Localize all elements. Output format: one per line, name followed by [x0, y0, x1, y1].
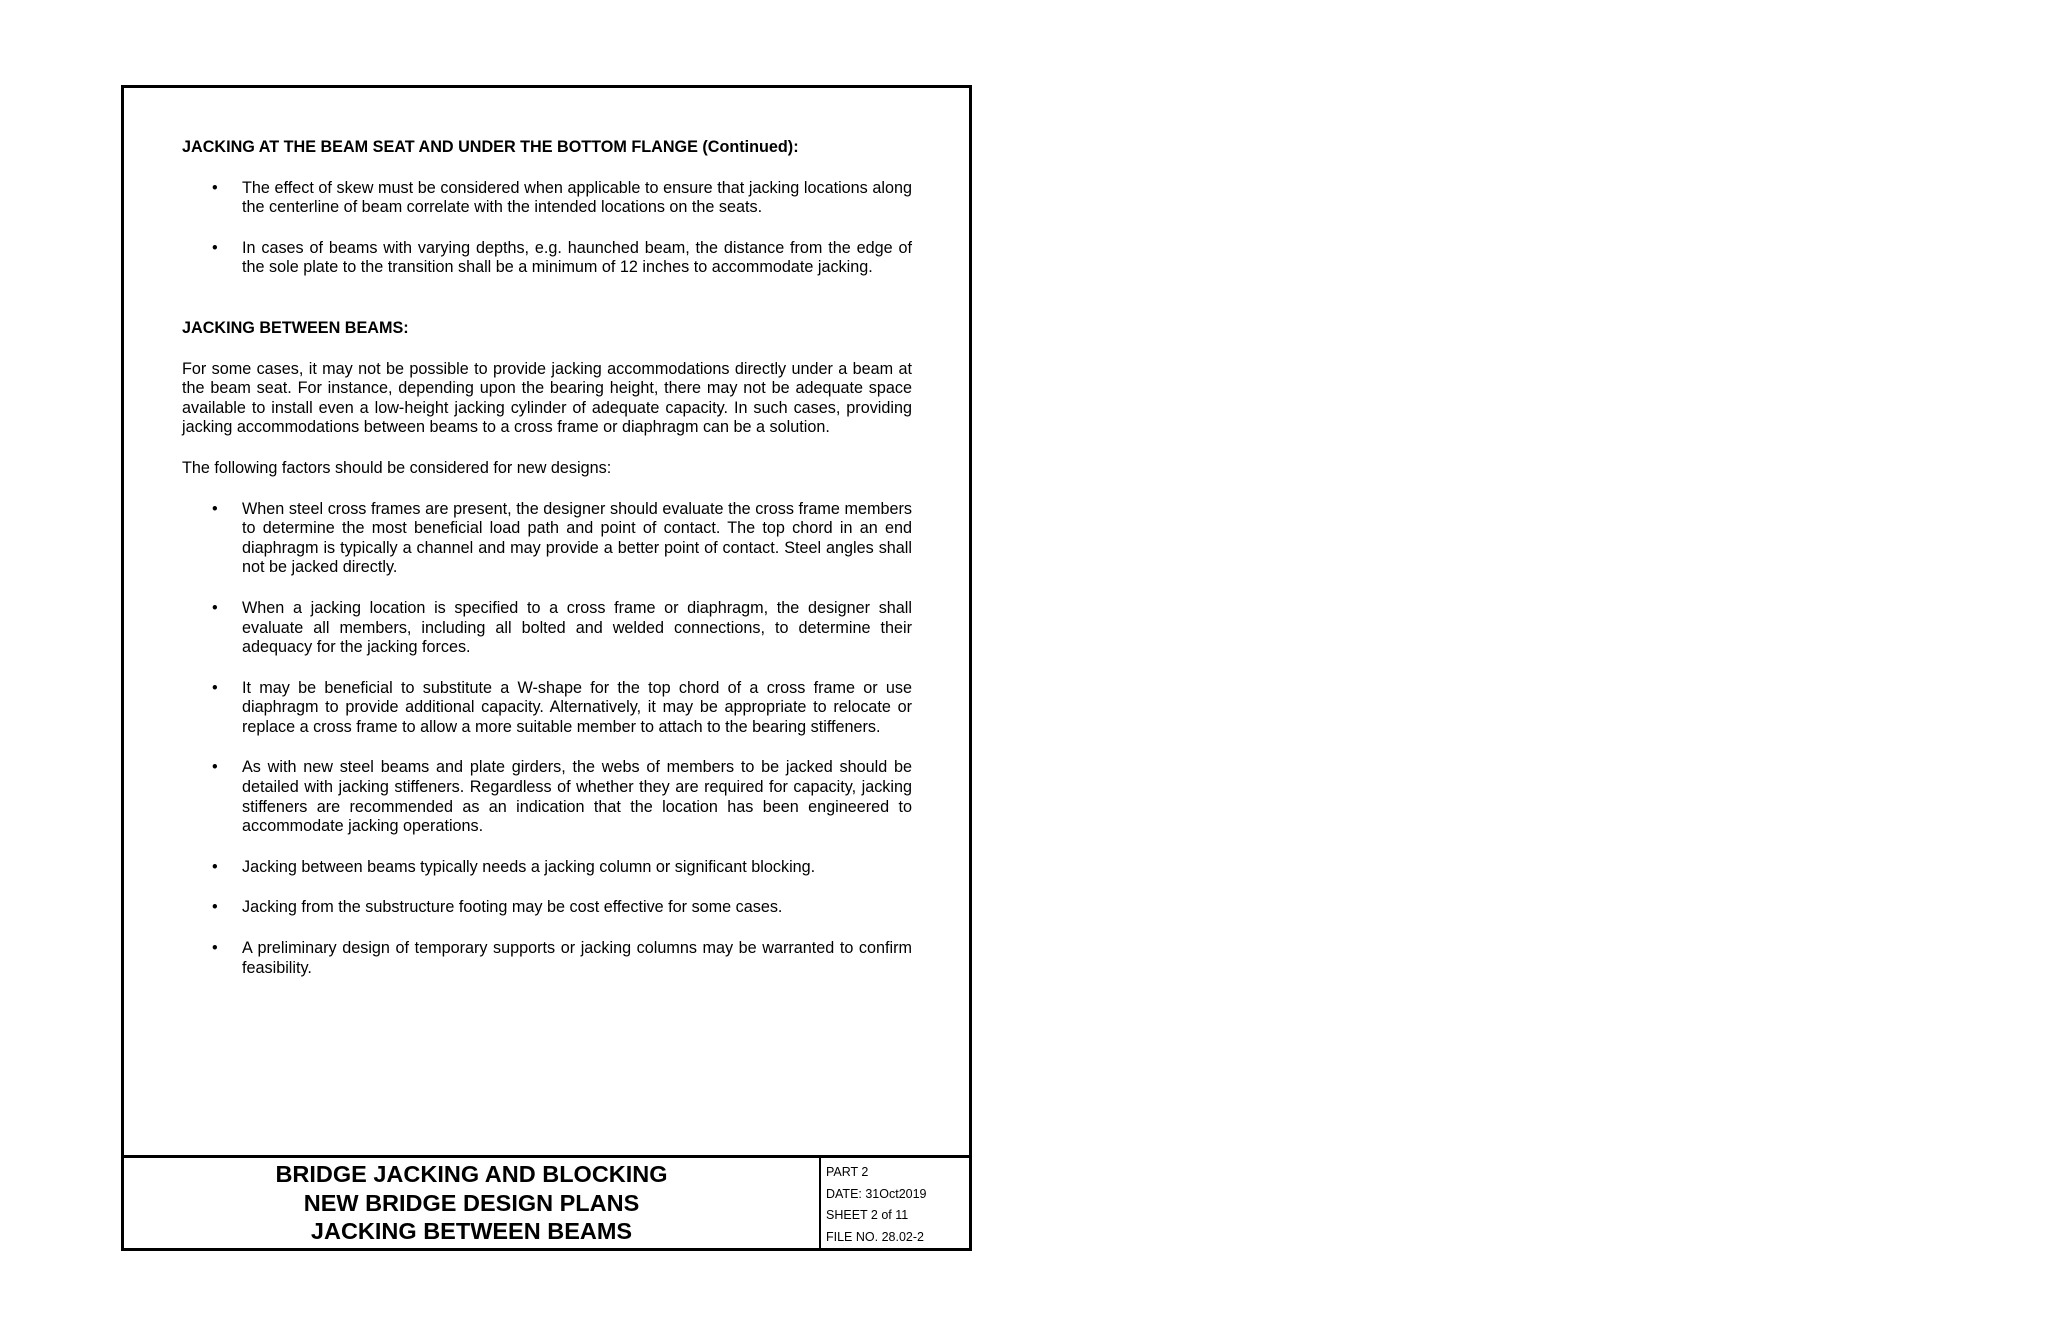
- bullet-icon: •: [212, 499, 218, 518]
- bullet-icon: •: [212, 598, 218, 617]
- title-block-info: [826, 1162, 927, 1248]
- document-sheet: [121, 85, 972, 1251]
- list-item: [182, 179, 912, 218]
- bullet-icon: •: [212, 238, 218, 257]
- list-item-text: When steel cross frames are present, the designer should evaluate the cross frame members to determine the most beneficial load path and point of contact. The top chord in an end diaphragm is typically a channel and may provide a better point of contact. Steel angles shall not be jacked directly.: [242, 499, 912, 577]
- title-block-main: [124, 1158, 821, 1248]
- title-block: [124, 1155, 969, 1248]
- list-item-text: Jacking from the substructure footing may be cost effective for some cases.: [242, 898, 783, 917]
- list-item: [182, 898, 912, 918]
- document-body: [182, 138, 912, 978]
- list-item: [182, 758, 912, 836]
- between-beams-paragraph: For some cases, it may not be possible to provide jacking accommodations directly under a beam at the beam seat. For instance, depending upon the bearing height, there may not be adequate space available to install even a low-height jacking cylinder of adequate capacity. In such cases, providing jacking accommodations between beams to a cross frame or diaphragm can be a solution.: [182, 359, 912, 437]
- list-item-text: A preliminary design of temporary supports or jacking columns may be warranted to confirm feasibility.: [242, 939, 912, 977]
- file-number-label: FILE NO. 28.02-2: [826, 1229, 924, 1244]
- section-heading-between-beams: JACKING BETWEEN BEAMS:: [182, 318, 409, 337]
- bullet-icon: •: [212, 898, 218, 917]
- factors-intro: The following factors should be considered for new designs:: [182, 458, 612, 477]
- sheet-label: SHEET 2 of 11: [826, 1208, 909, 1222]
- list-item: [182, 599, 912, 658]
- title-line-3: JACKING BETWEEN BEAMS: [310, 1218, 633, 1245]
- list-item: [182, 858, 912, 878]
- title-line-1: BRIDGE JACKING AND BLOCKING: [275, 1161, 668, 1188]
- part-label: PART 2: [826, 1165, 869, 1179]
- bullet-icon: •: [212, 678, 218, 697]
- list-item: [182, 679, 912, 738]
- list-item-text: It may be beneficial to substitute a W-shape for the top chord of a cross frame or use diaphragm to provide additional capacity. Alternatively, it may be appropriate to relocate or replace a cross frame to allow a more suitable member to attach to the bearing stiffeners.: [242, 678, 912, 736]
- list-item: [182, 500, 912, 578]
- list-item-text: In cases of beams with varying depths, e.g. haunched beam, the distance from the edge of the sole plate to the transition shall be a minimum of 12 inches to accommodate jacking.: [242, 238, 912, 277]
- bullet-icon: •: [212, 857, 218, 876]
- bullet-icon: •: [212, 939, 218, 958]
- list-item-text: The effect of skew must be considered when applicable to ensure that jacking locations along the centerline of beam correlate with the intended locations on the seats.: [242, 178, 912, 217]
- list-item-text: Jacking between beams typically needs a jacking column or significant blocking.: [242, 857, 816, 876]
- section-heading-beam-seat: JACKING AT THE BEAM SEAT AND UNDER THE BOTTOM FLANGE (Continued):: [182, 138, 799, 156]
- list-item: [182, 939, 912, 978]
- beam-seat-bullet-list: [182, 179, 912, 278]
- factors-bullet-list: [182, 500, 912, 979]
- title-line-2: NEW BRIDGE DESIGN PLANS: [303, 1189, 640, 1216]
- date-label: DATE: 31Oct2019: [826, 1186, 927, 1201]
- bullet-icon: •: [212, 178, 218, 197]
- list-item-text: When a jacking location is specified to a cross frame or diaphragm, the designer shall evaluate all members, including all bolted and welded connections, to determine their adequacy for the jacking forces.: [242, 598, 912, 657]
- list-item: [182, 239, 912, 278]
- bullet-icon: •: [212, 758, 218, 777]
- list-item-text: As with new steel beams and plate girders, the webs of members to be jacked should be detailed with jacking stiffeners. Regardless of whether they are required for capacity, jacking stiffeners are recommended as an indication that the location has been engineered to accommodate jacking operations.: [242, 758, 912, 836]
